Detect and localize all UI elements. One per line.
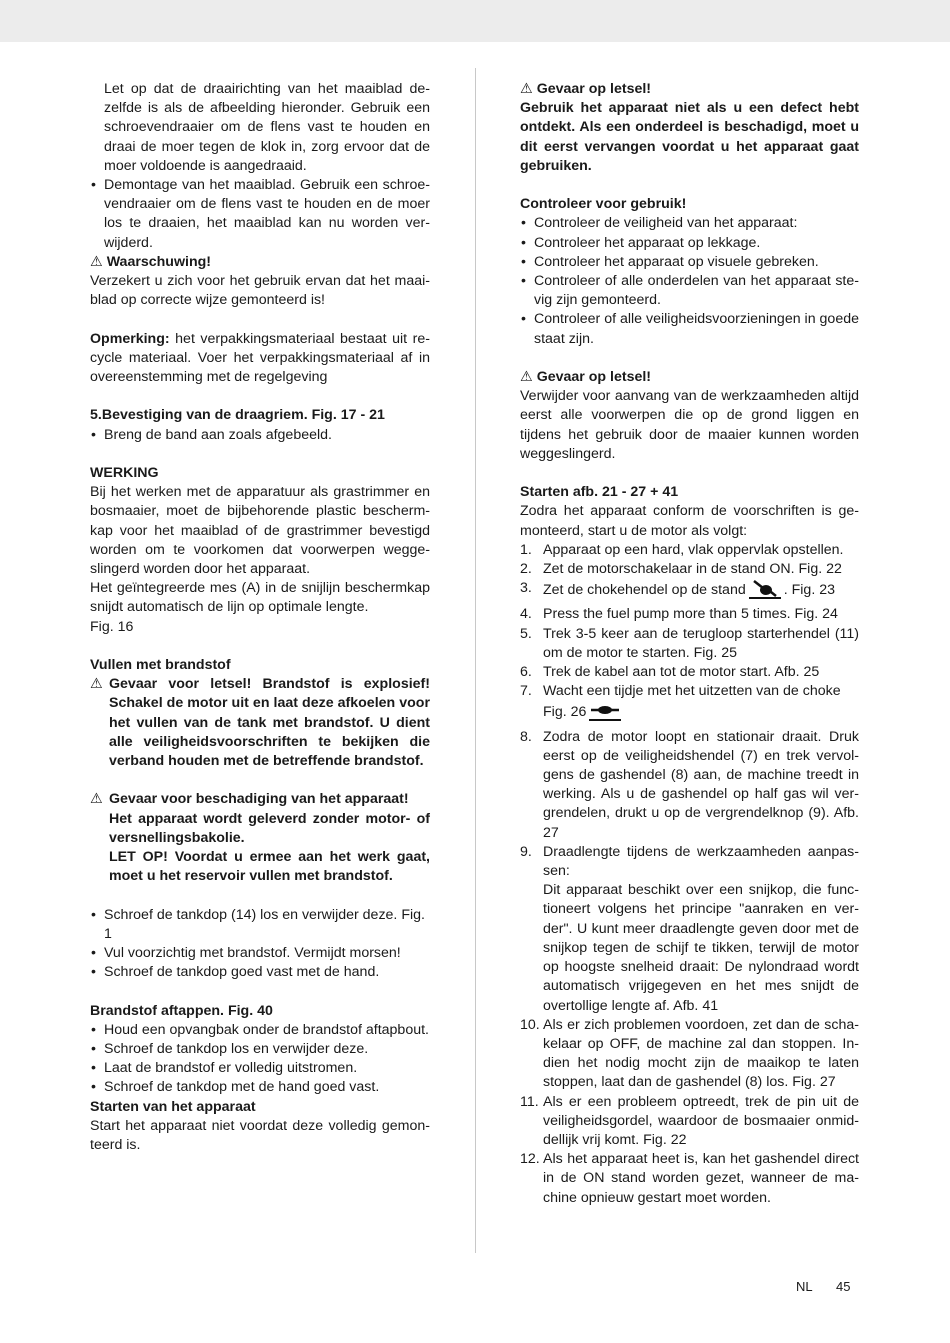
list-item: 10. Als er zich problemen voordoen, zet dan de schakelaar op OFF, de machine zal dan stoppen. Indien het nodig mocht zijn de maaikop te laten stoppen, laat dan de gashendel (8) los. Fig. 27 <box>520 1016 859 1091</box>
list-item: 3. Zet de chokehendel op de stand . Fig. 23 <box>520 579 859 605</box>
paragraph: Het geïntegreerde mes (A) in de snijlijn beschermkap snijdt automatisch de lijn op optimale lengte. <box>90 580 430 616</box>
section-heading: Controleer voor gebruik! <box>520 196 687 213</box>
section-heading: 5.Bevestiging van de draagriem. Fig. 17 - 21 <box>90 407 385 424</box>
list-item: • Schroef de tankdop los en verwijder deze. <box>90 1040 430 1059</box>
section-heading: Starten van het apparaat <box>90 1098 256 1115</box>
warning-triangle-icon: ⚠ <box>90 676 103 693</box>
list-item: • Schroef de tankdop (14) los en verwijder deze. Fig. 1 <box>90 906 430 944</box>
section-heading: Brandstof aftappen. Fig. 40 <box>90 1002 273 1019</box>
warning-block: ⚠ Gevaar voor letsel! Brandstof is explosief! Schakel de motor uit en laat deze afkoelen voor het vullen van de tank met brandstof. U dient alle veiligheidsvoorschriften te bekijken die verband houden met de betreffende brandstof. <box>90 676 430 770</box>
warning-triangle-icon: ⚠ <box>90 791 103 808</box>
paragraph: Verzekert u zich voor het gebruik ervan dat het maaiblad op correcte wijze gemonteerd is! <box>90 273 430 309</box>
list-item: • Laat de brandstof er volledig uitstromen. <box>90 1059 430 1078</box>
list-item: 6. Trek de kabel aan tot de motor start. Afb. 25 <box>520 664 820 681</box>
warning-triangle-icon: ⚠ <box>90 253 103 270</box>
note-label: Opmerking: <box>90 330 170 347</box>
warning-triangle-icon: ⚠ <box>520 369 533 386</box>
language-label: NL <box>796 1279 813 1294</box>
list-item: 4. Press the fuel pump more than 5 times. Fig. 24 <box>520 606 838 623</box>
left-column <box>90 80 430 1155</box>
list-item: • Schroef de tankdop goed vast met de hand. <box>90 963 430 982</box>
note <box>90 330 430 388</box>
note-text: het verpakkingsmateriaal bestaat uit recycle materiaal. Voer het verpakkingsmateriaal af in overeenstemming met de regelgeving <box>90 330 430 386</box>
list-item: 5. Trek 3-5 keer aan de terugloop starterhendel (11) om de motor te starten. Fig. 25 <box>520 625 859 661</box>
choke-open-icon <box>589 701 621 727</box>
paragraph: Zodra het apparaat conform de voorschriften is gemonteerd, start u de motor als volgt: <box>520 503 859 539</box>
section-heading: WERKING <box>90 465 159 482</box>
paragraph: Gebruik het apparaat niet als u een defect hebt ontdekt. Als een onderdeel is beschadigd, moet u dit eerst vervangen voordat u het apparaat gaat gebruiken. <box>520 100 859 174</box>
section-heading: Starten afb. 21 - 27 + 41 <box>520 484 679 501</box>
paragraph: Bij het werken met de apparatuur als grastrimmer en bosmaaier, moet de bijbehorende plastic beschermkap voor het maaiblad of de grastrimmer bevestigd worden om te voorkomen dat voorwerpen weggeslingerd worden door het apparaat. <box>90 484 430 578</box>
right-column <box>520 80 859 1208</box>
column-divider <box>475 68 476 1253</box>
list-item: • Controleer of alle veiligheidsvoorzieningen in goede staat zijn. <box>520 310 859 348</box>
list-item: 11. Als er een probleem optreedt, trek de pin uit de veiligheidsgordel, waardoor de bosmaaier onmiddellijk vrij komt. Fig. 22 <box>520 1093 859 1148</box>
warning-block: ⚠ Gevaar voor beschadiging van het apparaat! Het apparaat wordt geleverd zonder motor- of versnellingsbakolie. LET OP! Voordat u ermee aan het werk gaat, moet u het reservoir vullen met brandstof. <box>90 791 430 885</box>
list-item: • Controleer het apparaat op lekkage. <box>520 234 859 253</box>
page-number: 45 <box>836 1279 851 1294</box>
list-item: • Breng de band aan zoals afgebeeld. <box>90 426 430 445</box>
list-item: • Demontage van het maaiblad. Gebruik een schroevendraaier om de flens vast te houden en de moer los te draaien, het maaiblad kan nu worden verwijderd. <box>90 176 430 253</box>
list-item: 8. Zodra de motor loopt en stationair draait. Druk eerst op de veiligheidshendel (7) en trek vervolgens de gashendel (8) aan, de machine treedt in werking. Als u de gashendel op half gas wil vergrendelen, drukt u op de vergrendelknop (9). Afb. 27 <box>520 728 859 841</box>
paragraph: Let op dat de draairichting van het maaiblad dezelfde is als de afbeelding hieronder. Gebruik een schroevendraaier om de flens vast te houden en draai de moer tegen de klok in, zorg ervoor dat de moer voldoende is aangedraaid. <box>104 81 430 174</box>
warning-heading: ⚠ Waarschuwing! <box>90 253 212 270</box>
paragraph: Start het apparaat niet voordat deze volledig gemonteerd is. <box>90 1117 430 1154</box>
list-item: 12. Als het apparaat heet is, kan het gashendel direct in de ON stand worden gezet, wanneer de machine opnieuw gestart moet worden. <box>520 1151 859 1206</box>
choke-closed-icon <box>749 579 781 605</box>
list-item: 9. Draadlengte tijdens de werkzaamheden aanpassen: Dit apparaat beschikt over een snijkop, die functioneert volgens het principe "aanraken en verder". U kunt meer draadlengte geven door met de snijkop tegen de schijf te tikken, terwijl de motor op hoogste snelheid draait: De nylondraad wordt automatisch vrijgegeven en het mes snijdt de overtollige lengte af. Afb. 41 <box>520 843 859 1014</box>
list-item: • Controleer of alle onderdelen van het apparaat stevig zijn gemonteerd. <box>520 272 859 310</box>
list-item: 7. Wacht een tijdje met het uitzetten van de choke Fig. 26 <box>520 682 859 727</box>
warning-heading: ⚠ Gevaar op letsel! <box>520 369 652 386</box>
paragraph: Verwijder voor aanvang van de werkzaamheden altijd eerst alle voorwerpen die op de grond liggen en tijdens het gebruik door de maaier kunnen worden weggeslingerd. <box>520 388 859 462</box>
warning-heading: ⚠ Gevaar op letsel! <box>520 81 652 97</box>
top-bar <box>0 0 950 42</box>
list-item: • Controleer de veiligheid van het apparaat: <box>520 214 859 233</box>
list-item: • Controleer het apparaat op visuele gebreken. <box>520 253 859 272</box>
list-item: • Vul voorzichtig met brandstof. Vermijdt morsen! <box>90 944 430 963</box>
warning-triangle-icon: ⚠ <box>520 81 533 97</box>
list-item: • Houd een opvangbak onder de brandstof aftapbout. <box>90 1021 430 1040</box>
section-heading: Vullen met brandstof <box>90 657 231 674</box>
list-item: 1. Apparaat op een hard, vlak oppervlak opstellen. <box>520 541 844 558</box>
list-item: 2. Zet de motorschakelaar in de stand ON. Fig. 22 <box>520 561 842 578</box>
paragraph: Fig. 16 <box>90 618 134 635</box>
list-item: • Schroef de tankdop met de hand goed vast. <box>90 1078 430 1097</box>
